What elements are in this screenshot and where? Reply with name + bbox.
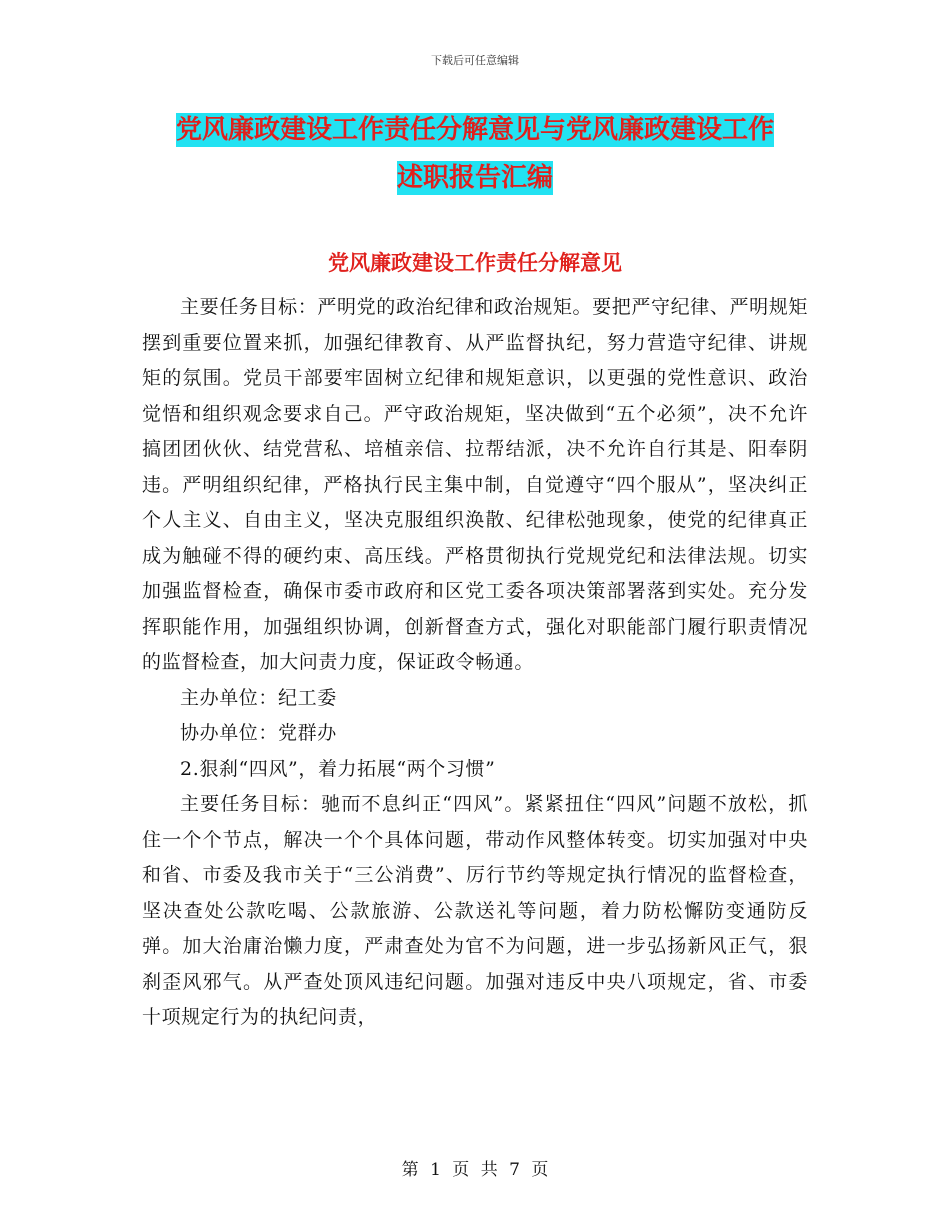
paragraph-lead-unit: 主办单位：纪工委 (180, 686, 337, 709)
title-line-1: 党风廉政建设工作责任分解意见与党风廉政建设工作 (175, 115, 774, 145)
header-note: 下载后可任意编辑 (431, 54, 519, 67)
paragraph-task-goal-2: 主要任务目标：驰而不息纠正“四风”。紧紧扭住“四风”问题不放松，抓住一个个节点，解决一个个具体问题，带动作风整体转变。切实加强对中央和省、市委及我市关于“三公消费”、厉行节约等规定执行情况的监督检查，坚决查处公款吃喝、公款旅游、公款送礼等问题，着力防松懈防变通防反弹。加大治庸治懒力度，严肃查处为官不为问题，进一步弘扬新风正气，狠刹歪风邪气。从严查处顶风违纪问题。加强对违反中央八项规定，省、市委十项规定行为的执纪问责， (142, 793, 808, 1028)
paragraph-item-heading: 2.狠刹“四风”，着力拓展“两个习惯” (180, 757, 496, 780)
title-line-2: 述职报告汇编 (396, 163, 553, 193)
document-body (142, 290, 808, 1036)
page-number: 第 1 页 共 7 页 (401, 1160, 549, 1180)
paragraph-assist-unit: 协办单位：党群办 (180, 722, 337, 744)
section-title: 党风廉政建设工作责任分解意见 (328, 251, 622, 275)
document-title (150, 106, 800, 202)
paragraph-task-goal-1: 主要任务目标：严明党的政治纪律和政治规矩。要把严守纪律、严明规矩摆到重要位置来抓，加强纪律教育、从严监督执纪，努力营造守纪律、讲规矩的氛围。党员干部要牢固树立纪律和规矩意识，以更强的党性意识、政治觉悟和组织观念要求自己。严守政治规矩，坚决做到“五个必须”，决不允许搞团团伙伙、结党营私、培植亲信、拉帮结派，决不允许自行其是、阳奉阴违。严明组织纪律，严格执行民主集中制，自觉遵守“四个服从”，坚决纠正个人主义、自由主义，坚决克服组织涣散、纪律松弛现象，使党的纪律真正成为触碰不得的硬约束、高压线。严格贯彻执行党规党纪和法律法规。切实加强监督检查，确保市委市政府和区党工委各项决策部署落到实处。充分发挥职能作用，加强组织协调，创新督查方式，强化对职能部门履行职责情况的监督检查，加大问责力度，保证政令畅通。 (142, 296, 808, 673)
